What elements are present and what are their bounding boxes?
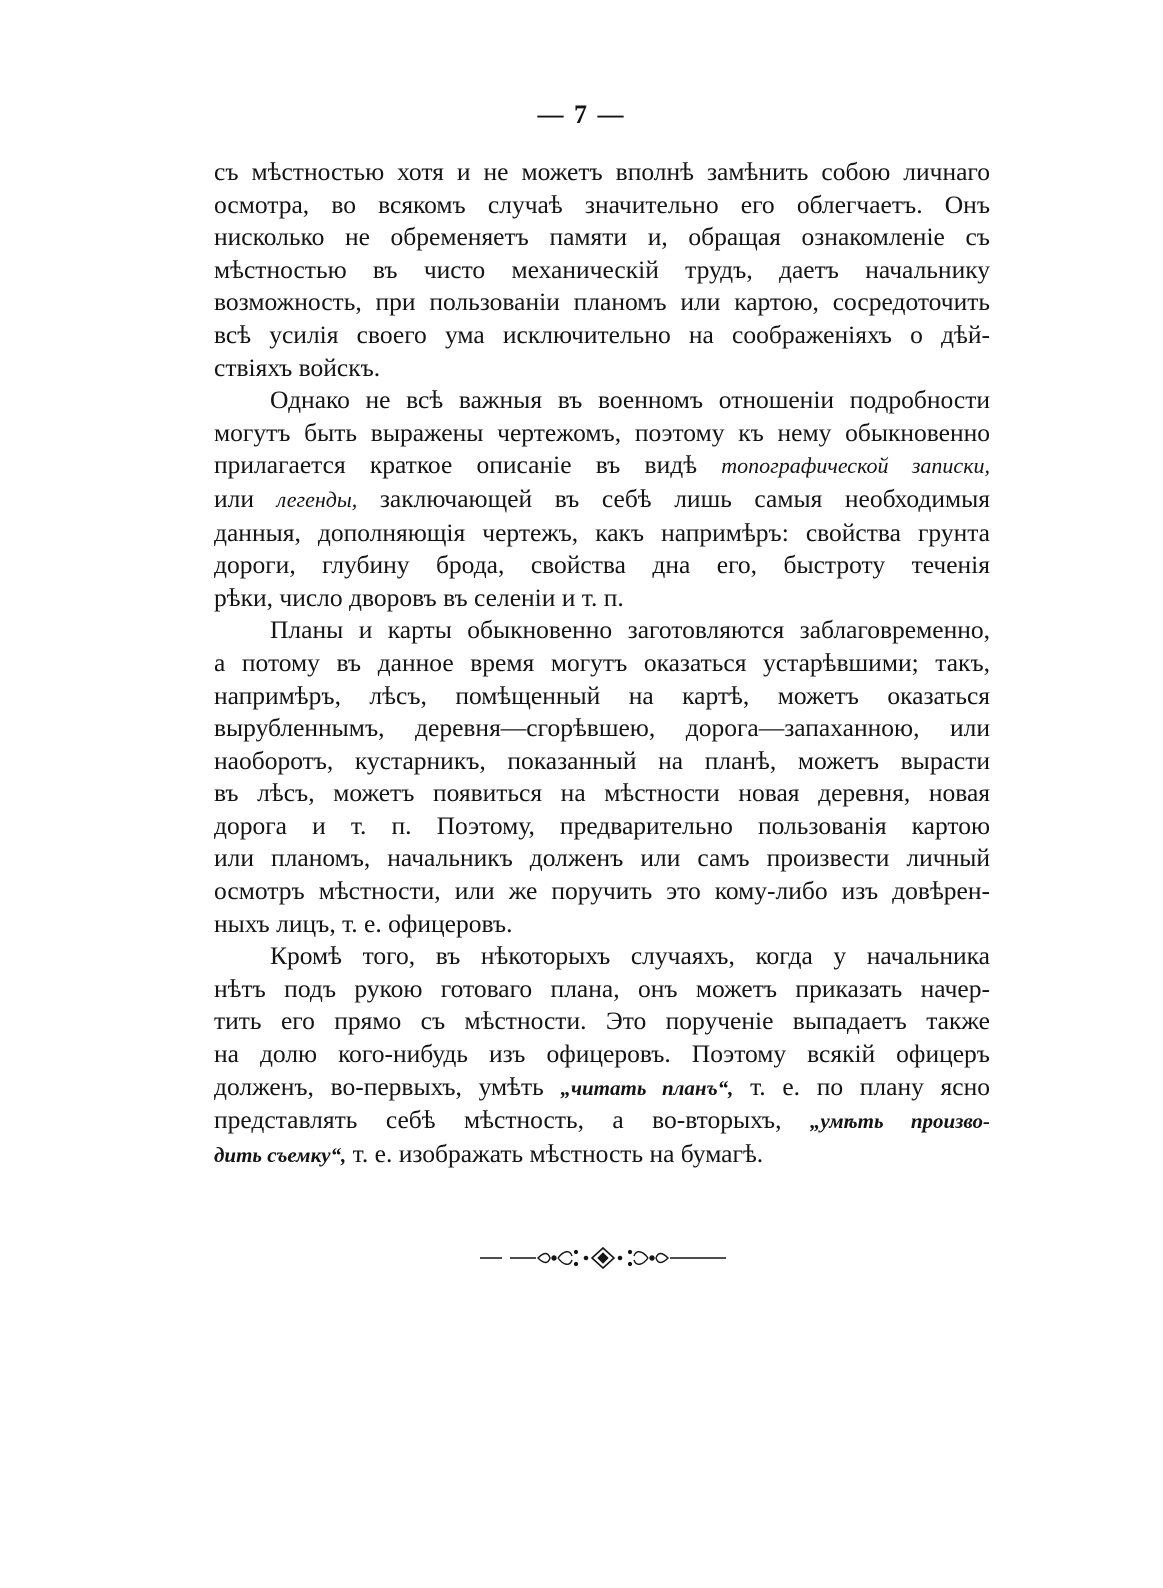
paragraph-line: дороги, глубину брода, свойства дна его, быстроту теченія xyxy=(214,550,990,580)
paragraph-line: нисколько не обременяетъ памяти и, обращая ознакомленіе съ xyxy=(214,222,990,252)
paragraph-line: а потому въ данное время могутъ оказаться устарѣвшими; такъ, xyxy=(214,647,990,677)
paragraph-line: возможность, при пользованіи планомъ или картою, сосредоточить xyxy=(214,287,990,317)
paragraph-text: представлять себѣ мѣстность, а во-вторыхъ, xyxy=(214,1105,782,1135)
paragraph-line xyxy=(214,1138,990,1172)
paragraph-line: могутъ быть выражены чертежомъ, поэтому къ нему обыкновенно xyxy=(214,417,990,447)
italic-term: легенды, xyxy=(276,486,358,512)
paragraph-line xyxy=(214,449,990,483)
tailpiece-ornament-icon xyxy=(478,1246,728,1270)
paragraph-text: или xyxy=(214,483,255,513)
italic-term: „умѣть произво- xyxy=(809,1109,991,1134)
paragraph-line: ныхъ лицъ, т. е. офицеровъ. xyxy=(214,908,513,938)
paragraph-2 xyxy=(214,384,990,614)
paragraph-line: съ мѣстностью хотя и не можетъ вполнѣ замѣнить собою личнаго xyxy=(214,157,990,186)
paragraph-3 xyxy=(214,614,990,940)
paragraph-line: ствіяхъ войскъ. xyxy=(214,352,381,382)
italic-term: топографической записки, xyxy=(721,453,990,479)
paragraph-text: заключающей въ себѣ лишь самыя необходимыя xyxy=(379,483,991,513)
paragraph-line: дорога и т. п. Поэтому, предварительно пользованія картою xyxy=(214,810,990,840)
paragraph-text: т. е. по плану ясно xyxy=(750,1071,990,1101)
italic-term: дить съемку“, xyxy=(214,1142,347,1167)
paragraph-line: на долю кого-нибудь изъ офицеровъ. Поэтому всякій офицеръ xyxy=(214,1039,990,1069)
paragraph-line xyxy=(214,483,990,517)
paragraph-line: наоборотъ, кустарникъ, показанный на планѣ, можетъ вырасти xyxy=(214,745,990,775)
paragraph-line xyxy=(214,1071,990,1105)
paragraph-line xyxy=(214,1104,990,1138)
paragraph-line: осмотръ мѣстности, или же поручить это кому-либо изъ довѣрен- xyxy=(214,876,990,906)
paragraph-line: рѣки, число дворовъ въ селеніи и т. п. xyxy=(214,582,624,612)
paragraph-4 xyxy=(214,940,990,1171)
paragraph-line: вырубленнымъ, деревня—сгорѣвшею, дорога—запаханною, или xyxy=(214,713,990,743)
paragraph-line: или планомъ, начальникъ долженъ или самъ произвести личный xyxy=(214,843,990,873)
paragraph-line: осмотра, во всякомъ случаѣ значительно его облегчаетъ. Онъ xyxy=(214,189,990,219)
paragraph-1 xyxy=(214,156,990,384)
paragraph-line: данныя, дополняющія чертежъ, какъ напримѣръ: свойства грунта xyxy=(214,517,990,547)
paragraph-line: Планы и карты обыкновенно заготовляются заблаговременно, xyxy=(270,615,990,645)
paragraph-line: нѣтъ подъ рукою готоваго плана, онъ можетъ приказать начер- xyxy=(214,973,990,1003)
paragraph-line: Однако не всѣ важныя въ военномъ отношеніи подробности xyxy=(270,385,990,415)
paragraph-line: мѣстностью въ чисто механическій трудъ, даетъ начальнику xyxy=(214,254,990,284)
paragraph-text: долженъ, во-первыхъ, умѣть xyxy=(214,1071,544,1101)
paragraph-line: въ лѣсъ, можетъ появиться на мѣстности новая деревня, новая xyxy=(214,778,990,808)
paragraph-line: всѣ усилія своего ума исключительно на соображеніяхъ о дѣй- xyxy=(214,319,990,349)
paragraph-line: тить его прямо съ мѣстности. Это порученіе выпадаетъ также xyxy=(214,1006,990,1036)
paragraph-line: напримѣръ, лѣсъ, помѣщенный на картѣ, можетъ оказаться xyxy=(214,680,990,710)
page-number: — 7 — xyxy=(537,100,626,129)
paragraph-line: Кромѣ того, въ нѣкоторыхъ случаяхъ, когда у начальника xyxy=(270,941,990,971)
body-text xyxy=(214,156,990,1171)
italic-term: „читать планъ“, xyxy=(560,1075,734,1100)
paragraph-text: прилагается краткое описаніе въ видѣ xyxy=(214,450,698,480)
paragraph-text: т. е. изображать мѣстность на бумагѣ. xyxy=(352,1138,764,1168)
